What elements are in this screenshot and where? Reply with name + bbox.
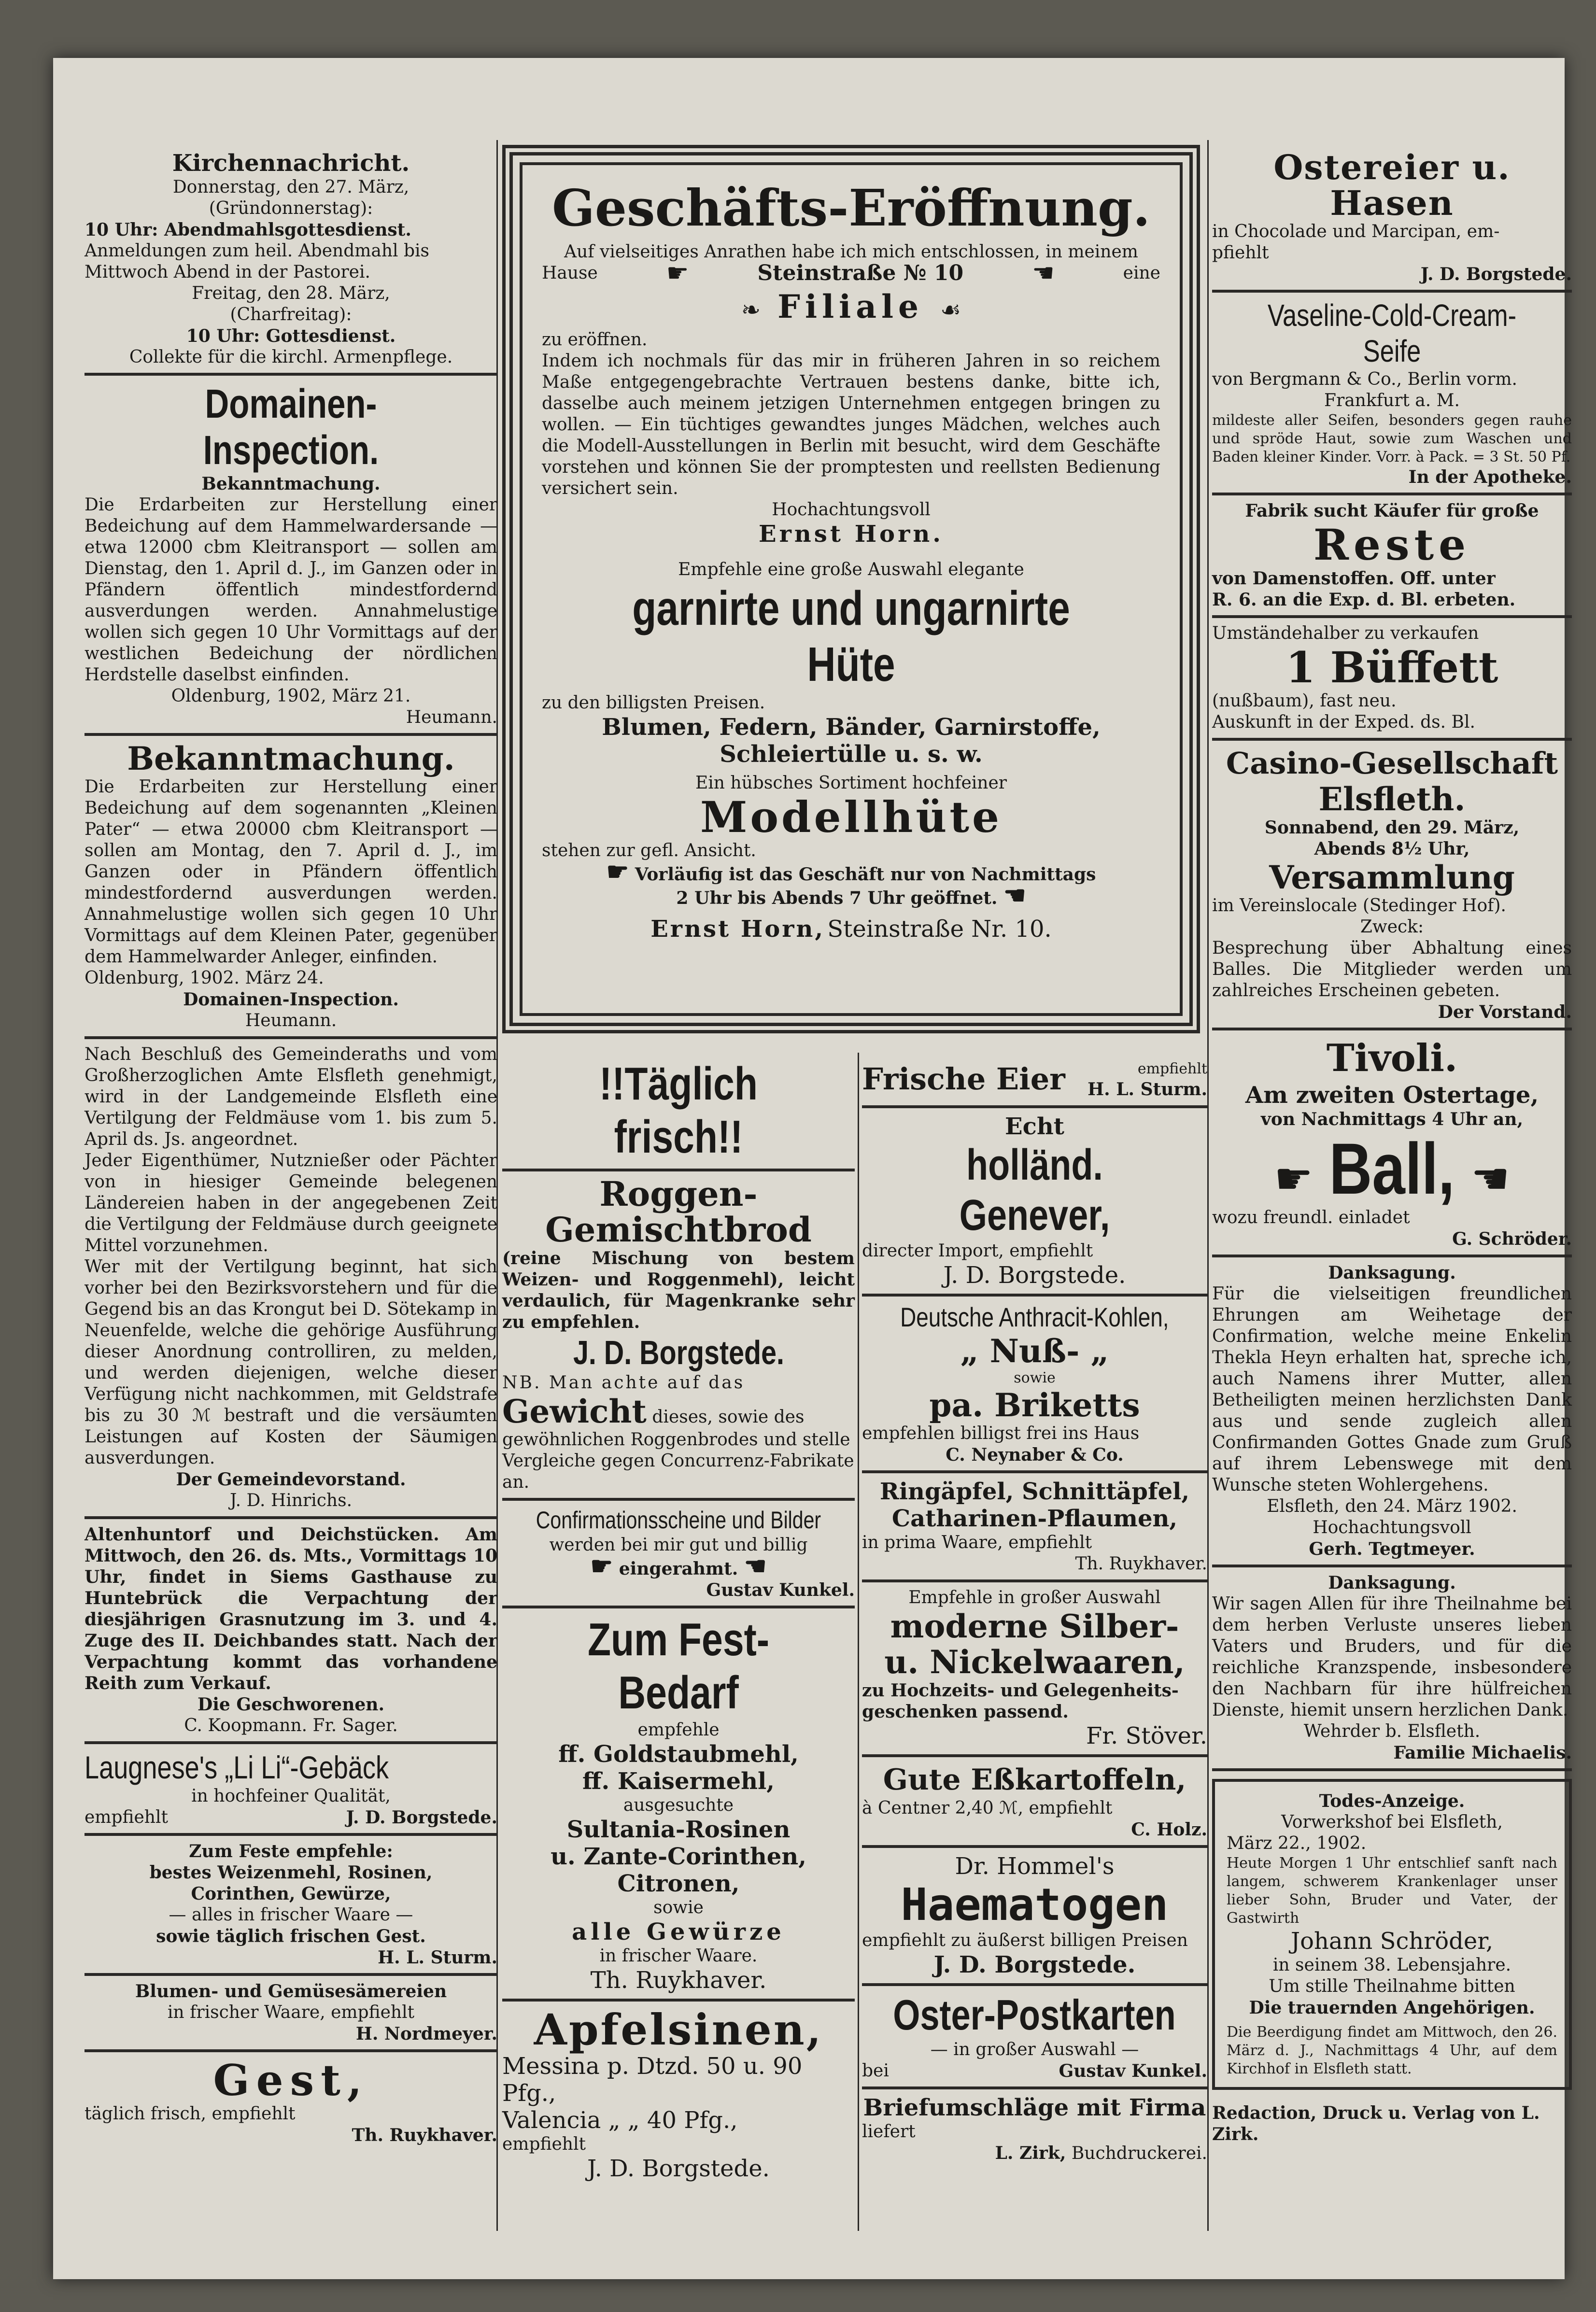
pointing-hand-icon: ☛ <box>666 259 689 288</box>
tod-line: Vorwerkshof bei Elsfleth, <box>1281 1812 1503 1832</box>
eier-r2: H. L. Sturm. <box>1088 1079 1207 1100</box>
echt-line: Echt <box>1005 1113 1064 1140</box>
imprint <box>1212 2098 1572 2150</box>
casino-title: Casino-Gesellschaft <box>1226 746 1558 781</box>
apfel-firm: J. D. Borgstede. <box>587 2155 770 2182</box>
domainen-inspection-ad <box>85 376 497 736</box>
tivoli-title: Tivoli. <box>1326 1036 1458 1080</box>
ostereier-title: Ostereier u. Hasen <box>1273 147 1511 223</box>
feldmaeuse-ad <box>85 1039 497 1519</box>
kartoffeln-ad <box>862 1757 1207 1848</box>
roggen-nb: NB. Man achte auf das <box>502 1373 745 1393</box>
danksagung-1-ad <box>1212 1257 1572 1567</box>
ostereier-ad <box>1212 145 1572 293</box>
vaseline-line: von Bergmann & Co., Berlin vorm. <box>1212 369 1517 389</box>
apfel-line: Messina p. Dtzd. 50 u. 90 Pfg., <box>502 2053 803 2107</box>
brik-line: empfehlen billigst frei ins Haus <box>862 1424 1140 1443</box>
confirm-line: eingerahmt. <box>619 1559 738 1579</box>
eroeffnung-greet: Hochachtungsvoll <box>772 500 931 520</box>
feldmaeuse-text: Jeder Eigenthümer, Nutznießer oder Pächter von in hiesiger Gemeinde belegenen Ländereien haben in der angegebenen Zeit die Vertilgung der Feldmäuse durch geeignete Mittel vorzunehmen. <box>85 1151 497 1255</box>
pointing-hand-icon: ☚ <box>1032 259 1055 288</box>
tod-line: März 22., 1902. <box>1227 1833 1367 1853</box>
tivoli-ad <box>1212 1030 1572 1257</box>
ornament-left-icon: ❧ <box>741 296 761 324</box>
feste-line: bestes Weizenmehl, Rosinen, <box>149 1862 433 1883</box>
fest-line: empfehle <box>637 1720 720 1740</box>
dank2-sign: Familie Michaelis. <box>1393 1743 1572 1763</box>
casino-line: im Vereinslocale (Stedinger Hof). <box>1212 896 1506 916</box>
fest-line: Sultania-Rosinen <box>566 1816 791 1843</box>
casino-line: Abends 8½ Uhr, <box>1314 839 1470 859</box>
pointing-hand-icon: ☛ <box>590 1551 613 1581</box>
modellhuete-title: Modellhüte <box>700 792 1003 842</box>
vaseline-title: Vaseline-Cold-Cream-Seife <box>1267 298 1517 368</box>
note-line-2: 2 Uhr bis Abends 7 Uhr geöffnet. <box>676 888 998 908</box>
fest-bedarf-ad <box>502 1608 855 2002</box>
kirchen-line: (Charfreitag): <box>230 305 352 324</box>
column-rule-2 <box>1207 140 1209 2231</box>
eroeffnung-p7: stehen zur gefl. Ansicht. <box>542 841 756 860</box>
domainen-sign: Heumann. <box>406 707 497 727</box>
casino-line: Zweck: <box>1360 917 1424 937</box>
genever-firm: J. D. Borgstede. <box>943 1262 1126 1289</box>
feldmaeuse-sign: J. D. Hinrichs. <box>229 1491 353 1510</box>
ostereier-line: pfiehlt <box>1212 243 1269 263</box>
feste-line: Zum Feste empfehle: <box>189 1841 393 1861</box>
genever-ad <box>862 1108 1207 1297</box>
eroeffnung-p6: Ein hübsches Sortiment hochfeiner <box>695 773 1007 793</box>
silber-title: moderne Silber- <box>890 1607 1179 1645</box>
reste-line: von Damenstoffen. Off. unter <box>1212 568 1496 589</box>
bekannt-date: Oldenburg, 1902. März 24. <box>85 968 324 988</box>
laugnese-title: Laugnese's „Li Li“-Gebäck <box>85 1749 389 1785</box>
tod-text: Heute Morgen 1 Uhr entschlief sanft nach langem, schwerem Krankenlager unser lieber Sohn, Bruder und Vater, der Gastwirth <box>1227 1855 1557 1927</box>
reste-line: Fabrik sucht Käufer für große <box>1245 501 1539 521</box>
kart-line: à Centner 2,40 ℳ, empfiehlt <box>862 1798 1113 1818</box>
feldmaeuse-text: Wer mit der Vertilgung beginnt, hat sich vorher bei den Bezirksvorstehern und für die Gegend bis an das Krongut bei D. Sötekamp in Neuenfelde, welche die gehörige Ausführung dieser Anordnung controlliren, zu melden, und werden diejenigen, welche dieser Verfügung nicht nachkommen, mit Geldstrafe bis zu 30 ℳ bestraft und die versäumten Leistungen auf Kosten der Säumigen ausverdungen. <box>85 1257 497 1468</box>
laugnese-firm: J. D. Borgstede. <box>346 1807 497 1828</box>
tod-line: in seinem 38. Lebensjahre. <box>1272 1955 1511 1975</box>
pointing-hand-icon: ☛ <box>1274 1154 1314 1204</box>
blumen-line: in frischer Waare, empfiehlt <box>167 2002 415 2022</box>
altenhuntorf-text: Altenhuntorf und Deichstücken. Am Mittwoch, den 26. ds. Mts., Vormittags 10 Uhr, findet in Siems Gasthause zu Huntebrück die Verpachtung der diesjährigen Grasnutzung im 3. und 4. Zuge des II. Deichbandes statt. Nach der Verpachtung kommt das vorhandene Reith zum Verkauf. <box>85 1524 497 1693</box>
ringaepfel-ad <box>862 1473 1207 1582</box>
eier-r1: empfiehlt <box>1137 1060 1207 1077</box>
danksagung-2-ad <box>1212 1567 1572 1771</box>
oster-line: — in großer Auswahl — <box>930 2040 1139 2059</box>
ring-line: in prima Waare, empfiehlt <box>862 1533 1092 1552</box>
eroeffnung-p1a: Auf vielseitiges Anrathen habe ich mich entschlossen, in meinem <box>564 242 1138 262</box>
eroeffnung-title: Geschäfts-Eröffnung. <box>552 178 1150 238</box>
anthracit-ad <box>862 1297 1207 1473</box>
ostereier-firm: J. D. Borgstede. <box>1420 264 1572 284</box>
gest-ad <box>85 2052 497 2151</box>
kirchennachricht-ad <box>85 145 497 376</box>
versammlung-title: Versammlung <box>1269 859 1515 896</box>
dank2-place: Wehrder b. Elsfleth. <box>1303 1721 1481 1741</box>
pointing-hand-icon: ☚ <box>744 1551 767 1581</box>
kirchen-line: Anmeldungen zum heil. Abendmahl bis <box>85 241 430 261</box>
tivoli-firm: G. Schröder. <box>1452 1229 1572 1249</box>
casino-line: Sonnabend, den 29. März, <box>1264 818 1520 838</box>
eroeffnung-p3: Indem ich nochmals für das mir in früheren Jahren in so reichem Maße entgegengebrachte Vertrauen bestens danke, bitte ich, dasselbe auch meinem jetzigen Unternehmen entgegen bringen zu wollen. — Ein tüchtiges gewandtes junges Mädchen, welches auch die Modell-Ausstellungen in Berlin mit besucht, wird dem Geschäfte vorstehen und können Sie der promptesten und reellsten Bedienung versichert sein. <box>542 351 1160 498</box>
fest-line: ff. Goldstaubmehl, <box>558 1741 799 1768</box>
bueffett-ad <box>1212 618 1572 741</box>
blumen-line: Blumen- und Gemüsesämereien <box>135 1981 447 2002</box>
dank1-date: Elsfleth, den 24. März 1902. <box>1267 1496 1517 1516</box>
gewicht-text: dieses, sowie des gewöhnlichen Roggenbrodes und stelle Vergleiche gegen Concurrenz-Fabrikate an. <box>502 1407 854 1492</box>
tod-line: Die trauernden Angehörigen. <box>1249 1998 1535 2018</box>
tivoli-line: von Nachmittags 4 Uhr an, <box>1261 1109 1523 1129</box>
dank2-title: Danksagung. <box>1328 1573 1456 1593</box>
eroeffnung-p1b-right: eine <box>1123 263 1160 283</box>
confirm-title: Confirmationsscheine und Bilder <box>536 1507 821 1534</box>
eroeffnung-p5: zu den billigsten Preisen. <box>542 693 765 713</box>
kirchen-title: Kirchennachricht. <box>172 150 410 177</box>
tod-name: Johann Schröder, <box>1290 1928 1494 1955</box>
dank1-greet: Hochachtungsvoll <box>1313 1518 1471 1537</box>
ring-firm: Th. Ruykhaver. <box>1075 1554 1207 1574</box>
todes-anzeige-ad <box>1212 1779 1572 2090</box>
apfelsinen-ad <box>502 2002 855 2187</box>
dank2-text: Wir sagen Allen für ihre Theilnahme bei dem herben Verluste unseres lieben Vaters und Bruders, und für die reichliche Kranzspende, insbesondere den Nachbarn für ihre hülfreichen Dienste, hiemit unsern herzlichen Dank. <box>1212 1594 1572 1720</box>
ball-title: Ball, <box>1329 1128 1455 1209</box>
oster-firm: Gustav Kunkel. <box>1059 2061 1207 2081</box>
fest-line: u. Zante-Corinthen, <box>551 1843 806 1870</box>
feste-line: sowie täglich frischen Gest. <box>156 1926 426 1946</box>
genever-title: holländ. Genever, <box>959 1141 1110 1240</box>
zum-feste-ad <box>85 1836 497 1976</box>
brief-tail: Buchdruckerei. <box>1071 2143 1207 2163</box>
nuss-line: „ Nuß- „ <box>960 1332 1109 1370</box>
roggenbrod-ad <box>502 1171 855 1501</box>
anthracit-title: Deutsche Anthracit-Kohlen, <box>900 1302 1169 1332</box>
ostereier-line: in Chocolade und Marcipan, em- <box>1212 222 1500 241</box>
oster-postkarten-ad <box>862 1986 1207 2089</box>
list-line-1: Blumen, Federn, Bänder, Garnirstoffe, <box>602 714 1101 741</box>
fest-line: alle Gewürze <box>572 1918 785 1945</box>
ornament-right-icon: ☙ <box>940 296 961 324</box>
fest-firm: Th. Ruykhaver. <box>590 1967 767 1994</box>
fest-line: in frischer Waare. <box>599 1946 758 1966</box>
sig-name: Ernst Horn, <box>650 916 825 943</box>
laugnese-line: in hochfeiner Qualität, <box>191 1786 391 1806</box>
bekannt-sign: Domainen-Inspection. <box>183 989 399 1010</box>
casino-firm: Der Vorstand. <box>1438 1002 1572 1022</box>
note-line-1: Vorläufig ist das Geschäft nur von Nachmittags <box>635 864 1096 885</box>
silber-title: u. Nickelwaaren, <box>884 1643 1185 1681</box>
altenhuntorf-sign: Die Geschworenen. <box>198 1694 384 1715</box>
eroeffnung-p4: Empfehle eine große Auswahl elegante <box>678 560 1024 579</box>
column-1 <box>85 145 497 2151</box>
altenhuntorf-ad <box>85 1519 497 1744</box>
pointing-hand-icon: ☚ <box>1003 881 1026 910</box>
domainen-title: Domainen-Inspection. <box>203 381 379 473</box>
brief-line: liefert <box>862 2122 916 2142</box>
buff-line: Umständehalber zu verkaufen <box>1212 623 1479 643</box>
tivoli-line: wozu freundl. einladet <box>1212 1208 1410 1227</box>
kirchen-line: Donnerstag, den 27. März, <box>172 177 410 197</box>
pointing-hand-icon: ☚ <box>1470 1154 1510 1204</box>
column-rule-3 <box>858 1053 859 2231</box>
tivoli-line: Am zweiten Ostertage, <box>1245 1082 1539 1109</box>
vaseline-line: Frankfurt a. M. <box>1324 391 1460 410</box>
buff-line: (nußbaum), fast neu. <box>1212 691 1397 711</box>
tod-title: Todes-Anzeige. <box>1319 1791 1465 1811</box>
altenhuntorf-sign: C. Koopmann. Fr. Sager. <box>184 1716 398 1735</box>
confirm-line: werden bei mir gut und billig <box>549 1535 808 1555</box>
kirchen-line: 10 Uhr: Abendmahlsgottesdienst. <box>85 220 411 240</box>
bekannt-sign: Heumann. <box>245 1011 337 1030</box>
feste-firm: H. L. Sturm. <box>378 1947 497 1968</box>
confirm-firm: Gustav Kunkel. <box>706 1580 855 1600</box>
bekannt-title: Bekanntmachung. <box>127 740 455 777</box>
eier-title: Frische Eier <box>862 1061 1065 1097</box>
kirchen-line: Freitag, den 28. März, <box>192 283 390 303</box>
geschaefts-eroeffnung-ad <box>502 145 1200 1033</box>
tod-line: Um stille Theilnahme bitten <box>1269 1976 1515 1996</box>
haem-firm: J. D. Borgstede. <box>933 1951 1136 1978</box>
brik-firm: C. Neynaber & Co. <box>946 1445 1124 1465</box>
silber-line: zu Hochzeits- und Gelegenheits- <box>862 1680 1179 1701</box>
domainen-date: Oldenburg, 1902, März 21. <box>171 686 411 706</box>
roggen-title: Roggen-Gemischtbrod <box>545 1174 812 1250</box>
briketts-title: pa. Briketts <box>929 1386 1140 1424</box>
oster-title: Oster-Postkarten <box>893 1991 1176 2039</box>
buff-line: Auskunft in der Exped. ds. Bl. <box>1212 712 1475 732</box>
eroeffnung-name: Ernst Horn. <box>759 521 944 548</box>
column-2b <box>862 1053 1207 2169</box>
haem-title: Haematogen <box>901 1879 1169 1931</box>
kart-firm: C. Holz. <box>1131 1819 1207 1840</box>
kirchen-line: 10 Uhr: Gottesdienst. <box>186 326 396 346</box>
ring-line: Ringäpfel, Schnittäpfel, <box>879 1478 1190 1505</box>
frische-eier-ad <box>862 1053 1207 1108</box>
ring-line: Catharinen-Pflaumen, <box>891 1505 1178 1532</box>
kirchen-line: (Gründonnerstag): <box>209 198 373 218</box>
gewicht-title: Gewicht <box>502 1393 647 1430</box>
haem-line: empfiehlt zu äußerst billigen Preisen <box>862 1931 1188 1950</box>
dank1-sign: Gerh. Tegtmeyer. <box>1309 1539 1475 1559</box>
silberwaaren-ad <box>862 1582 1207 1757</box>
gest-line: täglich frisch, empfiehlt <box>85 2104 296 2124</box>
dank1-text: Für die vielseitigen freundlichen Ehrungen am Weihetage der Confirmation, welche meine Enkelin Thekla Heyn erhalten hat, spreche ich, auch Namens ihrer Mutter, allen Betheiligten meinen herzlichsten Dank aus und sende zugleich allen Confirmanden Gottes Gnade zum Gruß auf ihrem Lebenswege mit dem Wunsche steten Wohlergehens. <box>1212 1284 1572 1495</box>
kart-title: Gute Eßkartoffeln, <box>883 1763 1186 1797</box>
feldmaeuse-sign: Der Gemeindevorstand. <box>176 1469 406 1490</box>
feldmaeuse-text: Nach Beschluß des Gemeinderaths und vom Großherzoglichen Amte Elsfleth genehmigt, wird in der Landgemeinde Elsfleth eine Vertilgung der Feldmäuse vom 1. bis zum 5. April ds. Js. angeordnet. <box>85 1044 497 1149</box>
gest-firm: Th. Ruykhaver. <box>352 2125 497 2145</box>
bekannt-text: Die Erdarbeiten zur Herstellung einer Bedeichung auf dem sogenannten „Kleinen Pater“ — etwa 20000 cbm Kleitransport — sollen am Montag, den 7. April d. J., im Ganzen oder in Pfändern öffentlich mindestfordernd ausverdungen werden. Annahmelustige wollen sich gegen 10 Uhr Vormittags auf dem Kleinen Pater, gegenüber dem Hammelwarder Anleger, einfinden. <box>85 777 497 967</box>
apfel-title: Apfelsinen, <box>534 2004 823 2055</box>
vaseline-firm: In der Apotheke. <box>1408 467 1572 487</box>
domainen-text: Die Erdarbeiten zur Herstellung einer Bedeichung auf dem Hammelwardersande — etwa 12000 cbm Kleitransport — sollen am Dienstag, den 1. April d. J., im Ganzen oder in Pfändern öffentlich mindestfordernd ausverdungen werden. Annahmelustige wollen sich gegen 10 Uhr Vormittags auf der westlichen Bedeichung der nördlichen Herdstelle daselbst einfinden. <box>85 495 497 685</box>
haematogen-ad <box>862 1848 1207 1986</box>
taeglich-title: !!Täglich frisch!! <box>599 1058 758 1163</box>
casino-text: Besprechung über Abhaltung eines Balles. Die Mitglieder werden um zahlreiches Erscheinen gebeten. <box>1212 938 1572 1001</box>
confirmation-ad <box>502 1501 855 1608</box>
briefumschlaege-ad <box>862 2089 1207 2169</box>
blumen-ad <box>85 1976 497 2052</box>
vaseline-ad <box>1212 293 1572 495</box>
sig-address: Steinstraße Nr. 10. <box>827 916 1052 943</box>
fest-line: sowie <box>653 1898 704 1917</box>
silber-line: Empfehle in großer Auswahl <box>908 1588 1161 1607</box>
column-4 <box>1212 145 1572 2150</box>
imprint-line: Redaction, Druck u. Verlag von L. Zirk. <box>1212 2103 1540 2144</box>
silber-line: geschenken passend. <box>862 1702 1069 1722</box>
laugnese-left: empfiehlt <box>85 1807 168 1827</box>
feste-line: — alles in frischer Waare — <box>169 1905 413 1925</box>
silber-firm: Fr. Stöver. <box>1086 1722 1207 1749</box>
fest-line: ff. Kaisermehl, <box>582 1768 775 1795</box>
casino-place: Elsfleth. <box>1318 780 1466 818</box>
hommel-line: Dr. Hommel's <box>955 1853 1115 1880</box>
fest-line: Citronen, <box>617 1870 740 1897</box>
fest-line: ausgesuchte <box>623 1795 734 1815</box>
eroeffnung-p1b-left: Hause <box>542 263 598 283</box>
brief-firm: L. Zirk, <box>995 2143 1066 2163</box>
list-line-2: Schleiertülle u. s. w. <box>720 741 983 768</box>
reste-title: Reste <box>1313 520 1471 570</box>
roggen-firm: J. D. Borgstede. <box>573 1334 784 1371</box>
filiale-title: Filiale <box>777 288 924 325</box>
kirchen-line: Mittwoch Abend in der Pastorei. <box>85 262 370 282</box>
feste-line: Corinthen, Gewürze, <box>191 1884 391 1904</box>
reste-ad <box>1212 495 1572 618</box>
taeglich-frisch-ad <box>502 1053 855 1171</box>
sowie-line: sowie <box>1014 1369 1056 1386</box>
eroeffnung-p2: zu eröffnen. <box>542 330 648 350</box>
eroeffnung-address: Steinstraße № 10 <box>757 261 964 285</box>
blumen-firm: H. Nordmeyer. <box>355 2024 497 2044</box>
apfel-line: empfiehlt <box>502 2134 586 2154</box>
bekanntmachung-ad <box>85 736 497 1039</box>
laugnese-ad <box>85 1744 497 1836</box>
casino-ad <box>1212 741 1572 1030</box>
oster-bei: bei <box>862 2061 889 2081</box>
brief-title: Briefumschläge mit Firma <box>863 2094 1206 2121</box>
apfel-line: Valencia „ „ 40 Pfg., <box>502 2107 738 2134</box>
tod-text: Die Beerdigung findet am Mittwoch, den 26. März d. J., Nachmittags 4 Uhr, auf dem Kirchhof in Elsfleth statt. <box>1227 2024 1557 2077</box>
reste-line: R. 6. an die Exp. d. Bl. erbeten. <box>1212 590 1516 610</box>
gest-title: Gest, <box>213 2055 369 2105</box>
column-2a <box>502 1053 855 2187</box>
genever-line: directer Import, empfiehlt <box>862 1241 1093 1261</box>
pointing-hand-icon: ☛ <box>606 857 629 887</box>
huete-title: garnirte und ungarnirte Hüte <box>632 581 1070 691</box>
buffett-title: 1 Büffett <box>1285 642 1498 692</box>
roggen-text: (reine Mischung von bestem Weizen- und Roggenmehl), leicht verdaulich, für Magenkranke sehr zu empfehlen. <box>502 1248 855 1332</box>
vaseline-text: mildeste aller Seifen, besonders gegen rauhe und spröde Haut, sowie zum Waschen und Baden kleiner Kinder. Vorr. à Pack. = 3 St. 50 Pf. <box>1212 412 1572 465</box>
dank1-title: Danksagung. <box>1328 1263 1456 1283</box>
domainen-subtitle: Bekanntmachung. <box>201 474 381 494</box>
kirchen-line: Collekte für die kirchl. Armenpflege. <box>129 347 453 367</box>
fest-title: Zum Fest-Bedarf <box>587 1614 770 1719</box>
